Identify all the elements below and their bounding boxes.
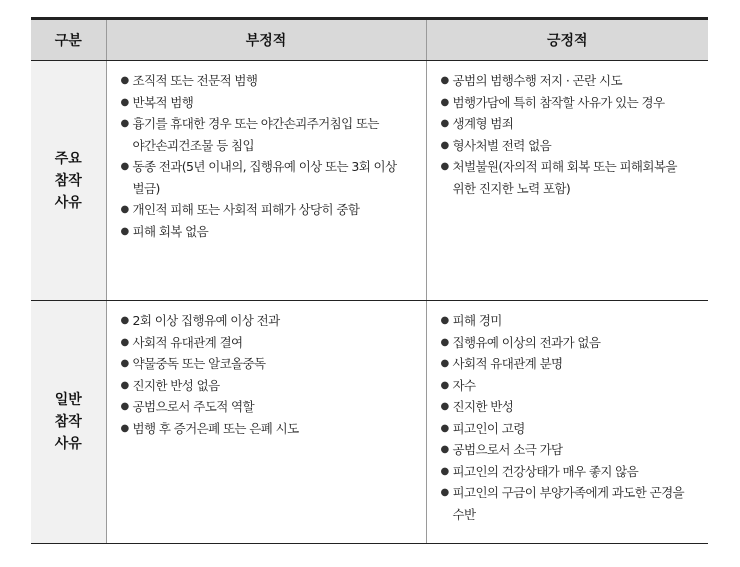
row-label-line: 참작 xyxy=(54,172,82,189)
list-item: ● 집행유예 이상의 전과가 없음 xyxy=(441,332,699,354)
list-item: ● 반복적 범행 xyxy=(121,92,416,114)
row-general-factors xyxy=(31,301,708,544)
list-item: ● 공범으로서 주도적 역할 xyxy=(121,396,416,418)
row-major-factors xyxy=(31,61,708,301)
sentencing-factors-table-container xyxy=(31,17,708,544)
row-label-major xyxy=(31,61,106,301)
row-label-line: 주요 xyxy=(54,150,82,167)
list-item: ● 개인적 피해 또는 사회적 피해가 상당히 중함 xyxy=(121,199,416,221)
list-item: ● 약물중독 또는 알코올중독 xyxy=(121,353,416,375)
list-item: ● 공범으로서 소극 가담 xyxy=(441,439,699,461)
row-label-line: 참작 xyxy=(54,414,82,430)
list-item: ● 피해 회복 없음 xyxy=(121,221,416,243)
list-item: ● 피고인의 건강상태가 매우 좋지 않음 xyxy=(441,461,699,483)
header-negative: 부정적 xyxy=(106,19,426,61)
major-positive-cell xyxy=(426,61,708,301)
list-item: ● 2회 이상 집행유예 이상 전과 xyxy=(121,310,416,332)
list-item: ● 진지한 반성 없음 xyxy=(121,375,416,397)
list-item: ● 공범의 범행수행 저지 · 곤란 시도 xyxy=(441,70,699,92)
list-item: ● 처벌불원(자의적 피해 회복 또는 피해회복을 위한 진지한 노력 포함) xyxy=(441,156,699,199)
list-item: ● 사회적 유대관계 분명 xyxy=(441,353,699,375)
list-item: ● 피고인이 고령 xyxy=(441,418,699,440)
list-item: ● 사회적 유대관계 결여 xyxy=(121,332,416,354)
major-negative-cell xyxy=(106,61,426,301)
header-category: 구분 xyxy=(31,19,106,61)
general-positive-list xyxy=(427,301,709,525)
list-item: ● 피해 경미 xyxy=(441,310,699,332)
row-label-line: 사유 xyxy=(54,194,82,211)
header-row xyxy=(31,19,708,61)
list-item: ● 조직적 또는 전문적 범행 xyxy=(121,70,416,92)
list-item: ● 생계형 범죄 xyxy=(441,113,699,135)
list-item: ● 범행가담에 특히 참작할 사유가 있는 경우 xyxy=(441,92,699,114)
list-item: ● 흉기를 휴대한 경우 또는 야간손괴주거침입 또는 야간손괴건조물 등 침입 xyxy=(121,113,416,156)
row-label-line: 사유 xyxy=(54,436,82,452)
header-positive: 긍정적 xyxy=(426,19,708,61)
list-item: ● 동종 전과(5년 이내의, 집행유예 이상 또는 3회 이상 벌금) xyxy=(121,156,416,199)
general-negative-list xyxy=(107,301,426,439)
list-item: ● 피고인의 구금이 부양가족에게 과도한 곤경을 수반 xyxy=(441,482,699,525)
general-negative-cell xyxy=(106,301,426,544)
list-item: ● 자수 xyxy=(441,375,699,397)
general-positive-cell xyxy=(426,301,708,544)
sentencing-factors-table xyxy=(31,17,708,544)
list-item: ● 형사처벌 전력 없음 xyxy=(441,135,699,157)
list-item: ● 범행 후 증거은폐 또는 은폐 시도 xyxy=(121,418,416,440)
list-item: ● 진지한 반성 xyxy=(441,396,699,418)
row-label-general xyxy=(31,301,106,544)
row-label-line: 일반 xyxy=(54,392,82,408)
major-negative-list xyxy=(107,61,426,242)
major-positive-list xyxy=(427,61,709,199)
